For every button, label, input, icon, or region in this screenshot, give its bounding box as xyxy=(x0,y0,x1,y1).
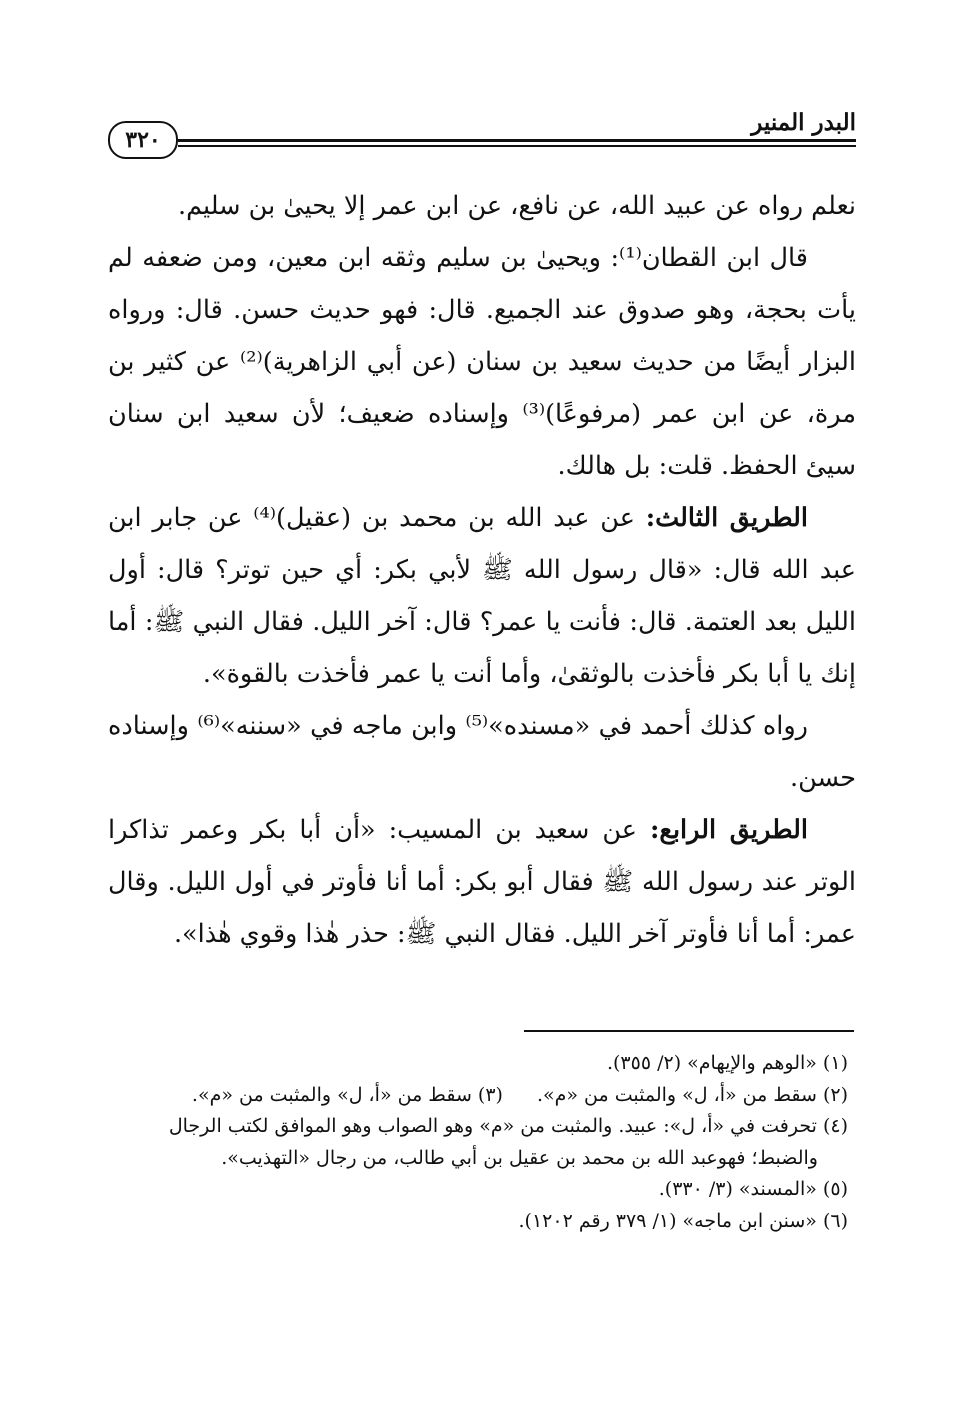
paragraph-text: عن سعيد بن المسيب: «أن أبا بكر وعمر تذاكرا الوتر عند رسول الله ﷺ فقال أبو بكر: أما أنا فأوتر في أول الليل. وقال عمر: أما أنا فأوتر آخر الليل. فقال النبي ﷺ: حذر هٰذا وقوي هٰذا». xyxy=(108,815,856,949)
paragraph xyxy=(108,492,856,700)
footnote: (٦) «سنن ابن ماجه» (١/ ٣٧٩ رقم ١٢٠٢). xyxy=(518,1209,848,1232)
header-rule-secondary xyxy=(178,145,856,147)
footnote: (٢) سقط من «أ، ل» والمثبت من «م». xyxy=(536,1083,848,1106)
page-header xyxy=(108,105,856,157)
footnote: (٤) تحرفت في «أ، ل»: عبيد. والمثبت من «م» وهو الصواب وهو الموافق لكتب الرجال xyxy=(168,1115,848,1137)
footnote: (٥) «المسند» (٣/ ٣٣٠). xyxy=(658,1178,848,1200)
paragraph: رواه كذلك أحمد في «مسنده»⁽⁵⁾ وابن ماجه في «سننه»⁽⁶⁾ وإسناده حسن. xyxy=(108,711,856,793)
paragraph: قال ابن القطان⁽¹⁾: ويحيىٰ بن سليم وثقه ابن معين، ومن ضعفه لم يأت بحجة، وهو صدوق عند الجميع. قال: فهو حديث حسن. قال: ورواه البزار أيضًا من حديث سعيد بن سنان (عن أبي الزاهرية)⁽²⁾ عن كثير بن مرة، عن ابن عمر (مرفوعًا)⁽³⁾ وإسناده ضعيف؛ لأن سعيد ابن سنان سيئ الحفظ. قلت: بل هالك. xyxy=(108,243,856,481)
paragraph xyxy=(108,804,856,960)
section-label: الطريق الثالث: xyxy=(645,503,809,533)
footnote: (١) «الوهم والإيهام» (٢/ ٣٥٥). xyxy=(606,1052,848,1074)
running-title: البدر المنير xyxy=(751,109,856,136)
paragraph: نعلم رواه عن عبيد الله، عن نافع، عن ابن عمر إلا يحيىٰ بن سليم. xyxy=(177,191,856,221)
footnote-line xyxy=(108,1080,848,1112)
footnotes xyxy=(108,1048,848,1237)
header-rule xyxy=(178,139,856,142)
footnote-divider xyxy=(524,1030,854,1032)
footnote: (٣) سقط من «أ، ل» والمثبت من «م». xyxy=(191,1083,503,1106)
section-label: الطريق الرابع: xyxy=(649,815,808,845)
paragraph-text: عن عبد الله بن محمد بن (عقيل)⁽⁴⁾ عن جابر ابن عبد الله قال: «قال رسول الله ﷺ لأبي بكر: أي حين توتر؟ قال: أول الليل بعد العتمة. قال: فأنت يا عمر؟ قال: آخر الليل. فقال النبي ﷺ: أما إنك يا أبا بكر فأخذت بالوثقىٰ، وأما أنت يا عمر فأخذت بالقوة». xyxy=(108,503,856,689)
page-number: ٣٢٠ xyxy=(108,121,178,159)
main-text xyxy=(108,180,856,960)
footnote-continuation: والضبط؛ فهوعبد الله بن محمد بن عقيل بن أبي طالب، من رجال «التهذيب». xyxy=(221,1146,818,1169)
